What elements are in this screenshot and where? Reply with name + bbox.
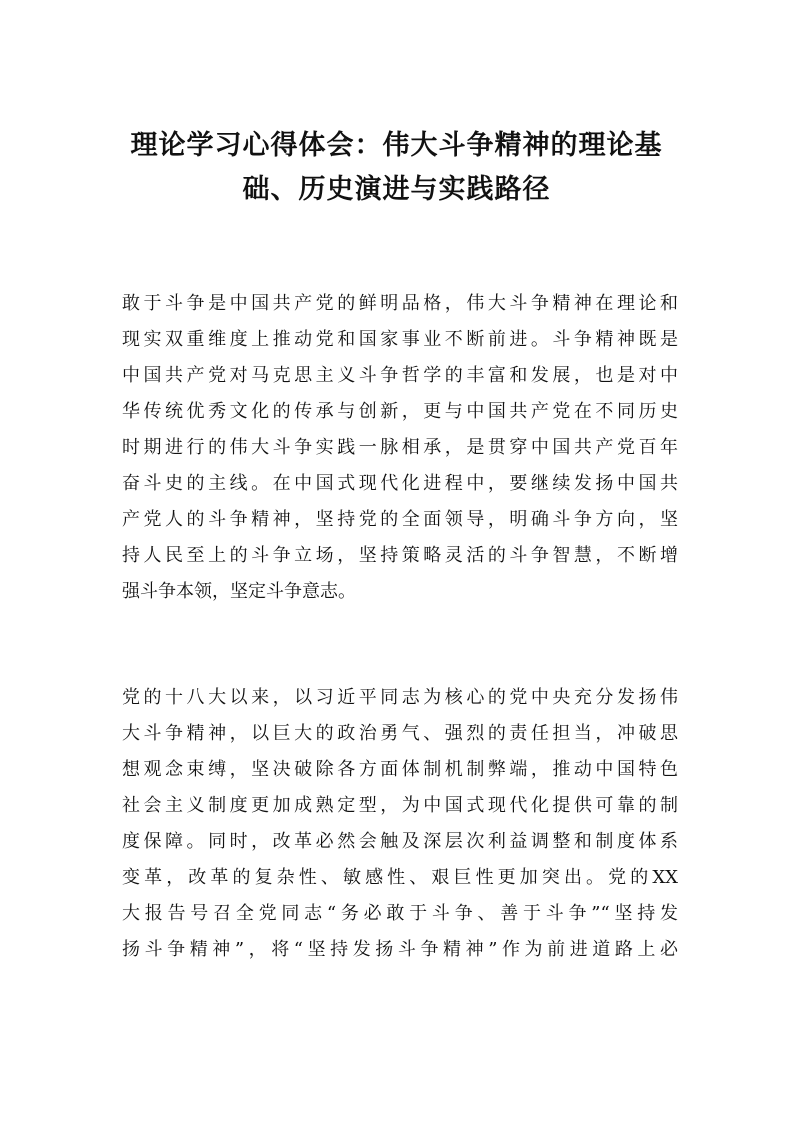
paragraph-line: 华传统优秀文化的传承与创新，更与中国共产党在不同历史 <box>122 401 678 422</box>
paragraph-line: 强斗争本领，坚定斗争意志。 <box>122 581 356 602</box>
paragraph-line: 社会主义制度更加成熟定型，为中国式现代化提供可靠的制 <box>122 795 678 816</box>
paragraph-line: 中国共产党对马克思主义斗争哲学的丰富和发展，也是对中 <box>122 365 678 386</box>
paragraph-line: 大报告号召全党同志“务必敢于斗争、善于斗争”“坚持发 <box>122 903 678 924</box>
paragraph-line: 变革，改革的复杂性、敏感性、艰巨性更加突出。党的XX <box>122 867 678 888</box>
body-paragraph <box>122 680 678 968</box>
paragraph-line: 现实双重维度上推动党和国家事业不断前进。斗争精神既是 <box>122 329 678 350</box>
paragraph-line: 党的十八大以来，以习近平同志为核心的党中央充分发扬伟 <box>122 687 678 708</box>
paragraph-line: 敢于斗争是中国共产党的鲜明品格，伟大斗争精神在理论和 <box>122 293 678 314</box>
body-paragraph <box>122 286 678 610</box>
paragraph-line: 度保障。同时，改革必然会触及深层次利益调整和制度体系 <box>122 831 678 852</box>
paragraph-line: 时期进行的伟大斗争实践一脉相承，是贯穿中国共产党百年 <box>122 437 678 458</box>
paragraph-line: 想观念束缚，坚决破除各方面体制机制弊端，推动中国特色 <box>122 759 678 780</box>
title-line: 础、历史演进与实践路径 <box>242 174 551 205</box>
paragraph-line: 大斗争精神，以巨大的政治勇气、强烈的责任担当，冲破思 <box>122 723 678 744</box>
paragraph-line: 扬斗争精神”，将“坚持发扬斗争精神”作为前进道路上必 <box>122 939 678 960</box>
paragraph-line: 持人民至上的斗争立场，坚持策略灵活的斗争智慧，不断增 <box>122 545 678 566</box>
paragraph-line: 产党人的斗争精神，坚持党的全面领导，明确斗争方向，坚 <box>122 509 678 530</box>
document-title <box>100 124 693 212</box>
paragraph-line: 奋斗史的主线。在中国式现代化进程中，要继续发扬中国共 <box>122 473 678 494</box>
title-line: 理论学习心得体会：伟大斗争精神的理论基 <box>130 130 663 161</box>
